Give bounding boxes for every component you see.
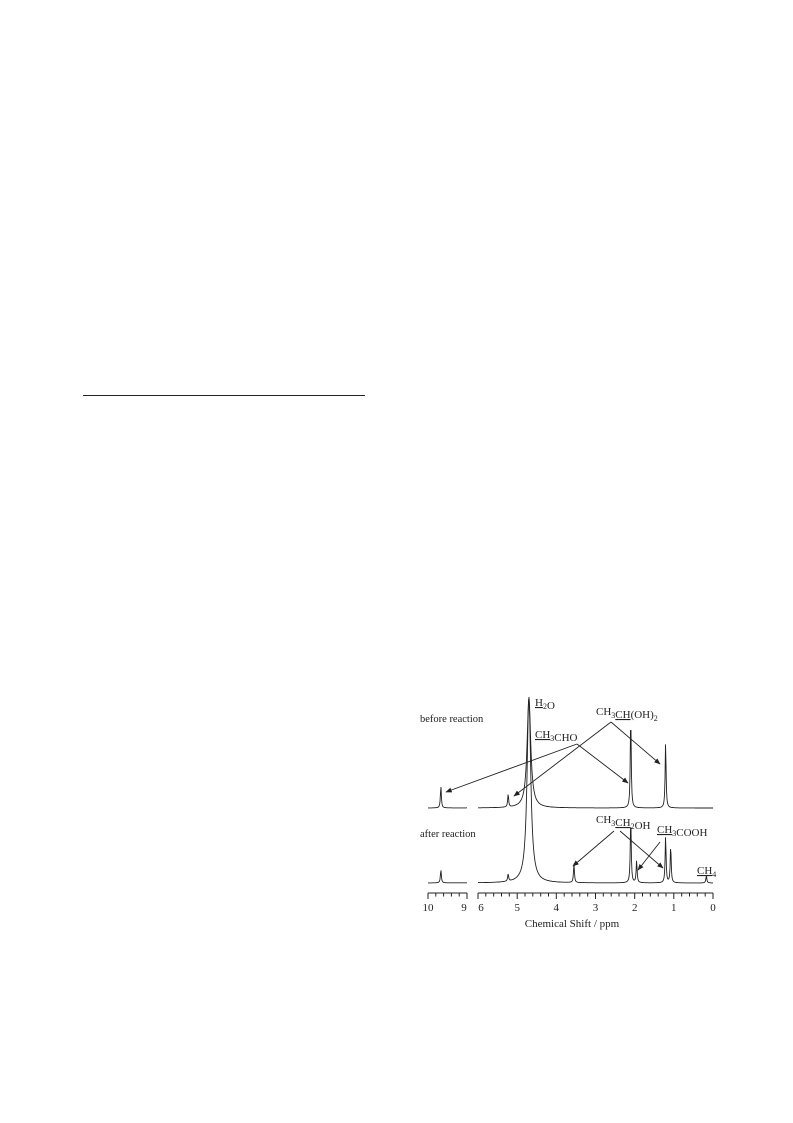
annotation-h2o: $H_2O$ [535,697,555,712]
spectrum-trace [428,870,467,883]
annotation-arrow [611,722,660,764]
x-tick-label: 1 [671,902,677,914]
annotation-arrow [638,842,660,870]
annotation-etoh: $CH_3CH_2OH$ [596,814,651,832]
spectrum-trace [478,697,713,883]
x-tick-label: 9 [461,902,467,914]
x-tick-label: 2 [631,902,638,914]
annotation-acoh: $CH_3COOH$ [657,824,708,839]
annotation-arrow [446,744,577,792]
x-tick-label: 4 [553,902,560,914]
annotation-acet: $CH_3CHO$ [535,729,578,744]
annotation-arrow [620,831,663,868]
x-axis-label: Chemical Shift / ppm [524,918,620,930]
x-tick-label: 0 [710,902,716,914]
annotation-arrow [573,831,614,866]
annotation-arrow [577,744,628,783]
x-axis [423,893,717,914]
spectrum-trace [428,787,467,808]
x-tick-label: 5 [514,902,520,914]
series-label-before: before reaction [420,714,484,725]
annotation-hydrate: $CH_3CH(OH)_2$ [596,706,658,723]
x-tick-label: 10 [422,902,434,914]
annotations-group [535,697,716,879]
x-tick-label: 6 [478,902,484,914]
series-label-after: after reaction [420,829,476,840]
x-tick-label: 3 [592,902,599,914]
annotation-ch4: $CH_4$ [697,865,717,879]
